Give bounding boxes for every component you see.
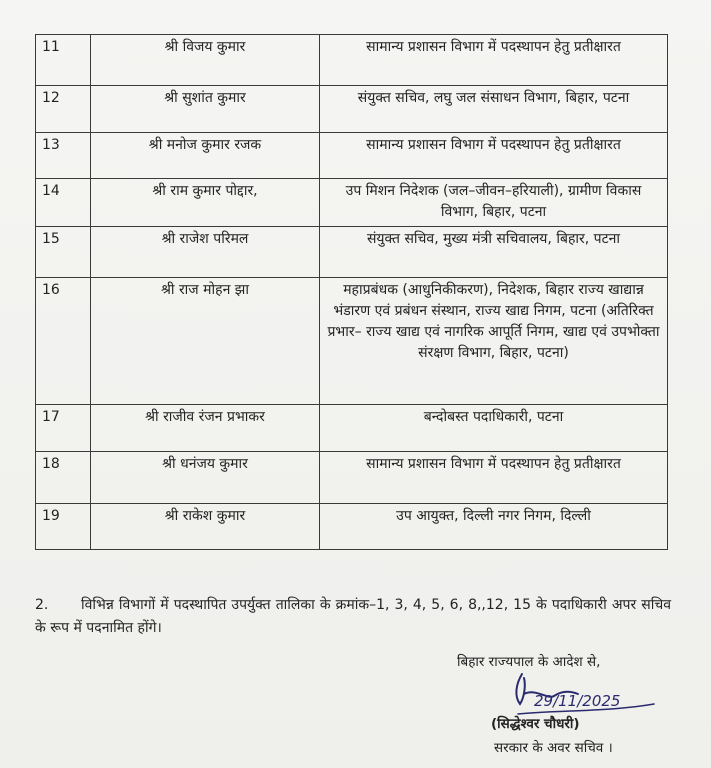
table-row [36,35,668,86]
table-row [36,405,668,452]
table-row [36,227,668,278]
table-row [36,504,668,550]
paragraph-number: 2. [35,597,49,613]
serial-number: 13 [36,133,91,179]
serial-number: 19 [36,504,91,550]
table-row [36,452,668,504]
posting-details: बन्दोबस्त पदाधिकारी, पटना [320,405,668,452]
table-row [36,278,668,405]
table-row [36,179,668,227]
officer-name: श्री राजीव रंजन प्रभाकर [91,405,320,452]
designation-note-paragraph [35,594,671,640]
serial-number: 14 [36,179,91,227]
officer-name: श्री राज मोहन झा [91,278,320,405]
officer-name: श्री राजेश परिमल [91,227,320,278]
posting-details: महाप्रबंधक (आधुनिकीकरण), निदेशक, बिहार राज्य खाद्यान्न भंडारण एवं प्रबंधन संस्थान, राज्य खाद्य निगम, पटना (अतिरिक्त प्रभार– राज्य खाद्य एवं नागरिक आपूर्ति निगम, खाद्य एवं उपभोक्ता संरक्षण विभाग, बिहार, पटना) [320,278,668,405]
serial-number: 15 [36,227,91,278]
signatory-designation: सरकार के अवर सचिव । [494,740,613,756]
officer-name: श्री धनंजय कुमार [91,452,320,504]
serial-number: 17 [36,405,91,452]
table-row [36,133,668,179]
officer-name: श्री राम कुमार पोद्दार, [91,179,320,227]
serial-number: 12 [36,86,91,133]
officer-name: श्री राकेश कुमार [91,504,320,550]
officer-posting-table [35,34,668,550]
officer-name: श्री विजय कुमार [91,35,320,86]
handwritten-signature [508,670,658,718]
posting-details: संयुक्त सचिव, मुख्य मंत्री सचिवालय, बिहार, पटना [320,227,668,278]
posting-details: सामान्य प्रशासन विभाग में पदस्थापन हेतु प्रतीक्षारत [320,452,668,504]
posting-details: उप मिशन निदेशक (जल–जीवन–हरियाली), ग्रामीण विकास विभाग, बिहार, पटना [320,179,668,227]
serial-number: 18 [36,452,91,504]
serial-number: 11 [36,35,91,86]
order-line: बिहार राज्यपाल के आदेश से, [457,654,601,670]
paragraph-text: विभिन्न विभागों में पदस्थापित उपर्युक्त तालिका के क्रमांक–1, 3, 4, 5, 6, 8,,12, 15 के पदाधिकारी अपर सचिव के रूप में पदनामित होंगे। [35,597,671,636]
posting-details: संयुक्त सचिव, लघु जल संसाधन विभाग, बिहार, पटना [320,86,668,133]
posting-details: उप आयुक्त, दिल्ली नगर निगम, दिल्ली [320,504,668,550]
serial-number: 16 [36,278,91,405]
table-row [36,86,668,133]
signature-date: 29/11/2025 [534,692,621,710]
officer-name: श्री मनोज कुमार रजक [91,133,320,179]
signatory-name: (सिद्धेश्वर चौधरी) [491,716,580,732]
posting-details: सामान्य प्रशासन विभाग में पदस्थापन हेतु प्रतीक्षारत [320,35,668,86]
posting-details: सामान्य प्रशासन विभाग में पदस्थापन हेतु प्रतीक्षारत [320,133,668,179]
officer-name: श्री सुशांत कुमार [91,86,320,133]
